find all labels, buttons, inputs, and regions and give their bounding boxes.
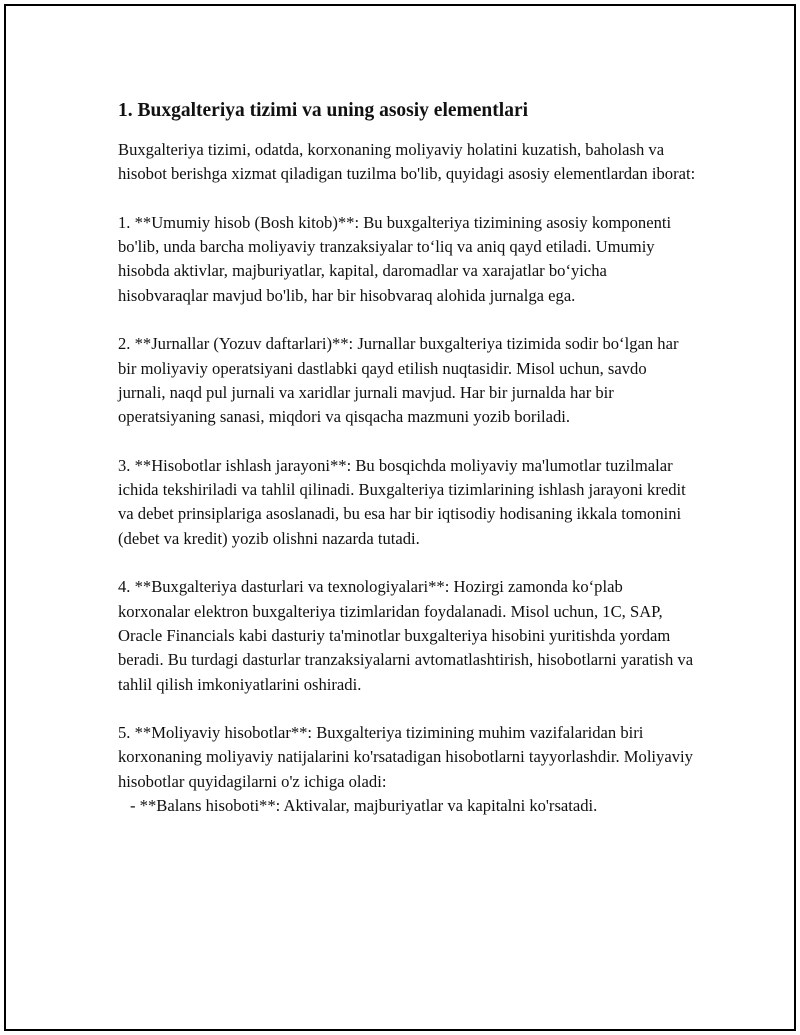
page-frame [4, 4, 796, 1031]
section-heading: 1. Buxgalteriya tizimi va uning asosiy elementlari [118, 100, 529, 121]
intro-paragraph: Buxgalteriya tizimi, odatda, korxonaning moliyaviy holatini kuzatish, baholash va hisobot berishga xizmat qiladigan tuzilma bo'lib, quyidagi asosiy elementlardan iborat: [118, 140, 696, 184]
list-item-accounting-software: 4. **Buxgalteriya dasturlari va texnologiyalari**: Hozirgi zamonda ko‘plab korxonalar elektron buxgalteriya tizimlaridan foydalanadi. Misol uchun, 1C, SAP, Oracle Financials kabi dasturiy ta'minotlar buxgalteriya hisobini yuritishda yordam beradi. Bu turdagi dasturlar tranzaksiyalarni avtomatlashtirish, hisobotlarni yaratish va tahlil qilish imkoniyatlarini oshiradi. [118, 577, 694, 694]
document-body [118, 98, 698, 818]
list-item-general-ledger: 1. **Umumiy hisob (Bosh kitob)**: Bu buxgalteriya tizimining asosiy komponenti bo'lib, unda barcha moliyaviy tranzaksiyalar to‘liq va aniq qayd etiladi. Umumiy hisobda aktivlar, majburiyatlar, kapital, daromadlar va xarajatlar bo‘yicha hisobvaraqlar mavjud bo'lib, har bir hisobvaraq alohida jurnalga ega. [118, 212, 672, 305]
sub-item-balance-sheet: - **Balans hisoboti**: Aktivalar, majburiyatlar va kapitalni ko'rsatadi. [130, 796, 598, 816]
list-item-reporting-process: 3. **Hisobotlar ishlash jarayoni**: Bu bosqichda moliyaviy ma'lumotlar tuzilmalar ichida tekshiriladi va tahlil qilinadi. Buxgalteriya tizimlarining ishlash jarayoni kredit va debet prinsiplariga asoslanadi, bu esa har bir iqtisodiy hodisaning ikkala tomonini (debet va kredit) yozib olishni nazarda tutadi. [118, 455, 686, 548]
list-item-journals: 2. **Jurnallar (Yozuv daftarlari)**: Jurnallar buxgalteriya tizimida sodir bo‘lgan har bir moliyaviy operatsiyani dastlabki qayd etilish nuqtasidir. Misol uchun, savdo jurnali, naqd pul jurnali va xaridlar jurnali mavjud. Har bir jurnalda har bir operatsiyaning sanasi, miqdori va qisqacha mazmuni yozib boriladi. [118, 334, 679, 427]
list-item-financial-statements: 5. **Moliyaviy hisobotlar**: Buxgalteriya tizimining muhim vazifalaridan biri korxonaning moliyaviy natijalarini ko'rsatadigan hisobotlarni tayyorlashdir. Moliyaviy hisobotlar quyidagilarni o'z ichiga oladi: [118, 723, 693, 791]
